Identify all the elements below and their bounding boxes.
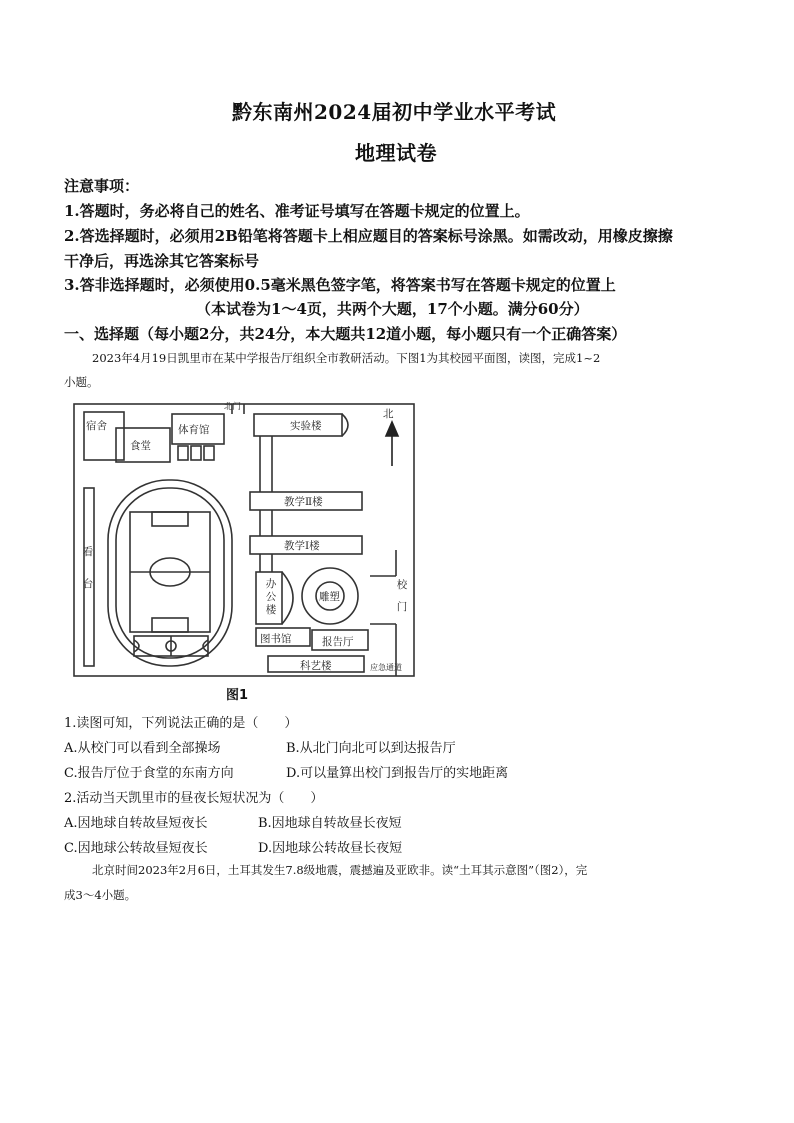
map-label-dorm: 宿舍 [86,420,107,432]
map-label-teach2: 教学Ⅱ楼 [284,496,323,508]
exam-scope: （本试卷为1～4页，共两个大题，17个小题。满分60分） [196,300,589,318]
exam-title: 黔东南州2024届初中学业水平考试 [232,100,557,124]
map-label-canteen: 食堂 [130,440,151,452]
exam-subtitle: 地理试卷 [355,141,437,165]
campus-map-drawing [72,400,418,700]
question-stem: 1.读图可知，下列说法正确的是（ ） [64,716,298,731]
map-label-arts: 科艺楼 [300,660,332,672]
question-option[interactable]: A.从校门可以看到全部操场 [64,741,221,756]
question-stem: 2.活动当天凯里市的昼夜长短状况为（ ） [64,791,324,806]
map-label-office: 办公楼 [265,578,277,616]
notes-heading: 注意事项： [64,177,140,195]
figure-caption: 图1 [226,688,249,703]
question-option[interactable]: C.报告厅位于食堂的东南方向 [64,766,234,781]
question-option[interactable]: B.因地球自转故昼长夜短 [258,816,402,831]
question-option[interactable]: D.可以量算出校门到报告厅的实地距离 [286,766,509,781]
map-label-north-gate: 北门 [224,402,242,412]
note-item: 3.答非选择题时，必须使用0.5毫米黑色签字笔，将答案书写在答题卡规定的位置上 [64,276,616,294]
passage-text: 成3～4小题。 [64,888,137,902]
campus-map [72,400,418,700]
question-option[interactable]: B.从北门向北可以到达报告厅 [286,741,456,756]
note-item: 2.答选择题时，必须用2B铅笔将答题卡上相应题目的答案标号涂黑。如需改动，用橡皮擦擦 [64,227,673,245]
map-label-gym: 体育馆 [178,424,210,436]
map-label-north: 北 [383,408,394,420]
passage-text: 北京时间2023年2月6日，土耳其发生7.8级地震，震撼遍及亚欧非。读“土耳其示意图”（图2），完 [92,863,588,877]
map-label-statue: 雕塑 [319,591,340,603]
question-option[interactable]: A.因地球自转故昼短夜长 [64,816,208,831]
note-item: 1.答题时，务必将自己的姓名、准考证号填写在答题卡规定的位置上。 [64,202,530,220]
note-item: 干净后，再选涂其它答案标号 [64,252,260,270]
map-label-hall: 报告厅 [322,636,354,648]
map-label-exit: 应急通道 [370,663,402,672]
intro-text: 小题。 [64,375,99,389]
map-label-teach1: 教学Ⅰ楼 [284,540,320,552]
map-label-gate: 校门 [396,579,408,613]
map-label-library: 图书馆 [260,633,292,645]
north-arrow-icon [386,422,398,466]
question-option[interactable]: D.因地球公转故昼长夜短 [258,841,403,856]
map-label-stands: 看台 [82,546,94,590]
question-option[interactable]: C.因地球公转故昼短夜长 [64,841,208,856]
map-label-lab: 实验楼 [290,420,322,432]
section-heading: 一、选择题（每小题2分，共24分，本大题共12道小题，每小题只有一个正确答案） [64,325,627,343]
intro-text: 2023年4月19日凯里市在某中学报告厅组织全市教研活动。下图1为其校园平面图，读图，完成1~2 [92,351,601,365]
